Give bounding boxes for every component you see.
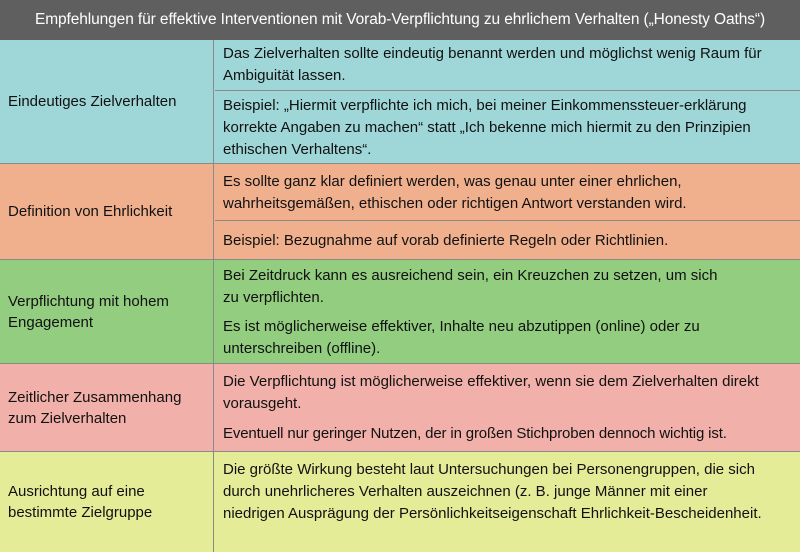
row-label-text: Definition von Ehrlichkeit [8,203,173,220]
row-label [0,452,214,552]
row-cell: Die Verpflichtung ist möglicherweise effektiver, wenn sie dem Zielverhalten direkt vorausgeht. [223,373,759,412]
table-row [0,364,800,452]
row-cell: Es sollte ganz klar definiert werden, was genau unter einer ehrlichen, wahrheitsgemäßen, ethischen oder richtigen Antwort verstanden wird. [223,173,687,212]
row-cell: Das Zielverhalten sollte eindeutig benannt werden und möglichst wenig Raum für Ambiguität lassen. [223,45,762,84]
row-label [0,164,214,259]
row-cell-alt: Es ist möglicherweise effektiver, Inhalte neu abzutippen (online) oder zu unterschreiben (offline). [223,318,700,357]
row-cell-note: Eventuell nur geringer Nutzen, der in großen Stichproben dennoch wichtig ist. [223,425,727,442]
row-label [0,364,214,451]
table-row [0,164,800,260]
row-cell: Die größte Wirkung besteht laut Untersuchungen bei Personengruppen, die sich durch unehrlicheres Verhalten auszeichnen (z. B. junge Männer mit einer niedrigen Ausprägung der Persönlichkeitseigenschaft Ehrlichkeit-Bescheidenheit. [223,461,762,522]
row-cell: Bei Zeitdruck kann es ausreichend sein, ein Kreuzchen zu setzen, um sich zu verpflichten. [223,267,718,306]
table-row [0,452,800,552]
table-title: Empfehlungen für effektive Interventionen mit Vorab-Verpflichtung zu ehrlichem Verhalten („Honesty Oaths“) [0,0,800,40]
row-label-text: Ausrichtung auf eine bestimmte Zielgruppe [8,483,153,521]
table-row [0,260,800,364]
row-label [0,260,214,363]
row-label-text: Verpflichtung mit hohem Engagement [8,292,169,331]
row-cell-example: Beispiel: „Hiermit verpflichte ich mich, bei meiner Einkommenssteuer-erklärung korrekte Angaben zu machen“ statt „Ich bekenne mich hiermit zu den Prinzipien ethischen Verhaltens“. [215,90,800,164]
row-label-text: Eindeutiges Zielverhalten [8,93,177,110]
table-row [0,40,800,164]
row-label-text: Zeitlicher Zusammenhang zum Zielverhalten [8,388,182,427]
row-label [0,40,214,163]
row-cell-example: Beispiel: Bezugnahme auf vorab definierte Regeln oder Richtlinien. [215,220,800,260]
